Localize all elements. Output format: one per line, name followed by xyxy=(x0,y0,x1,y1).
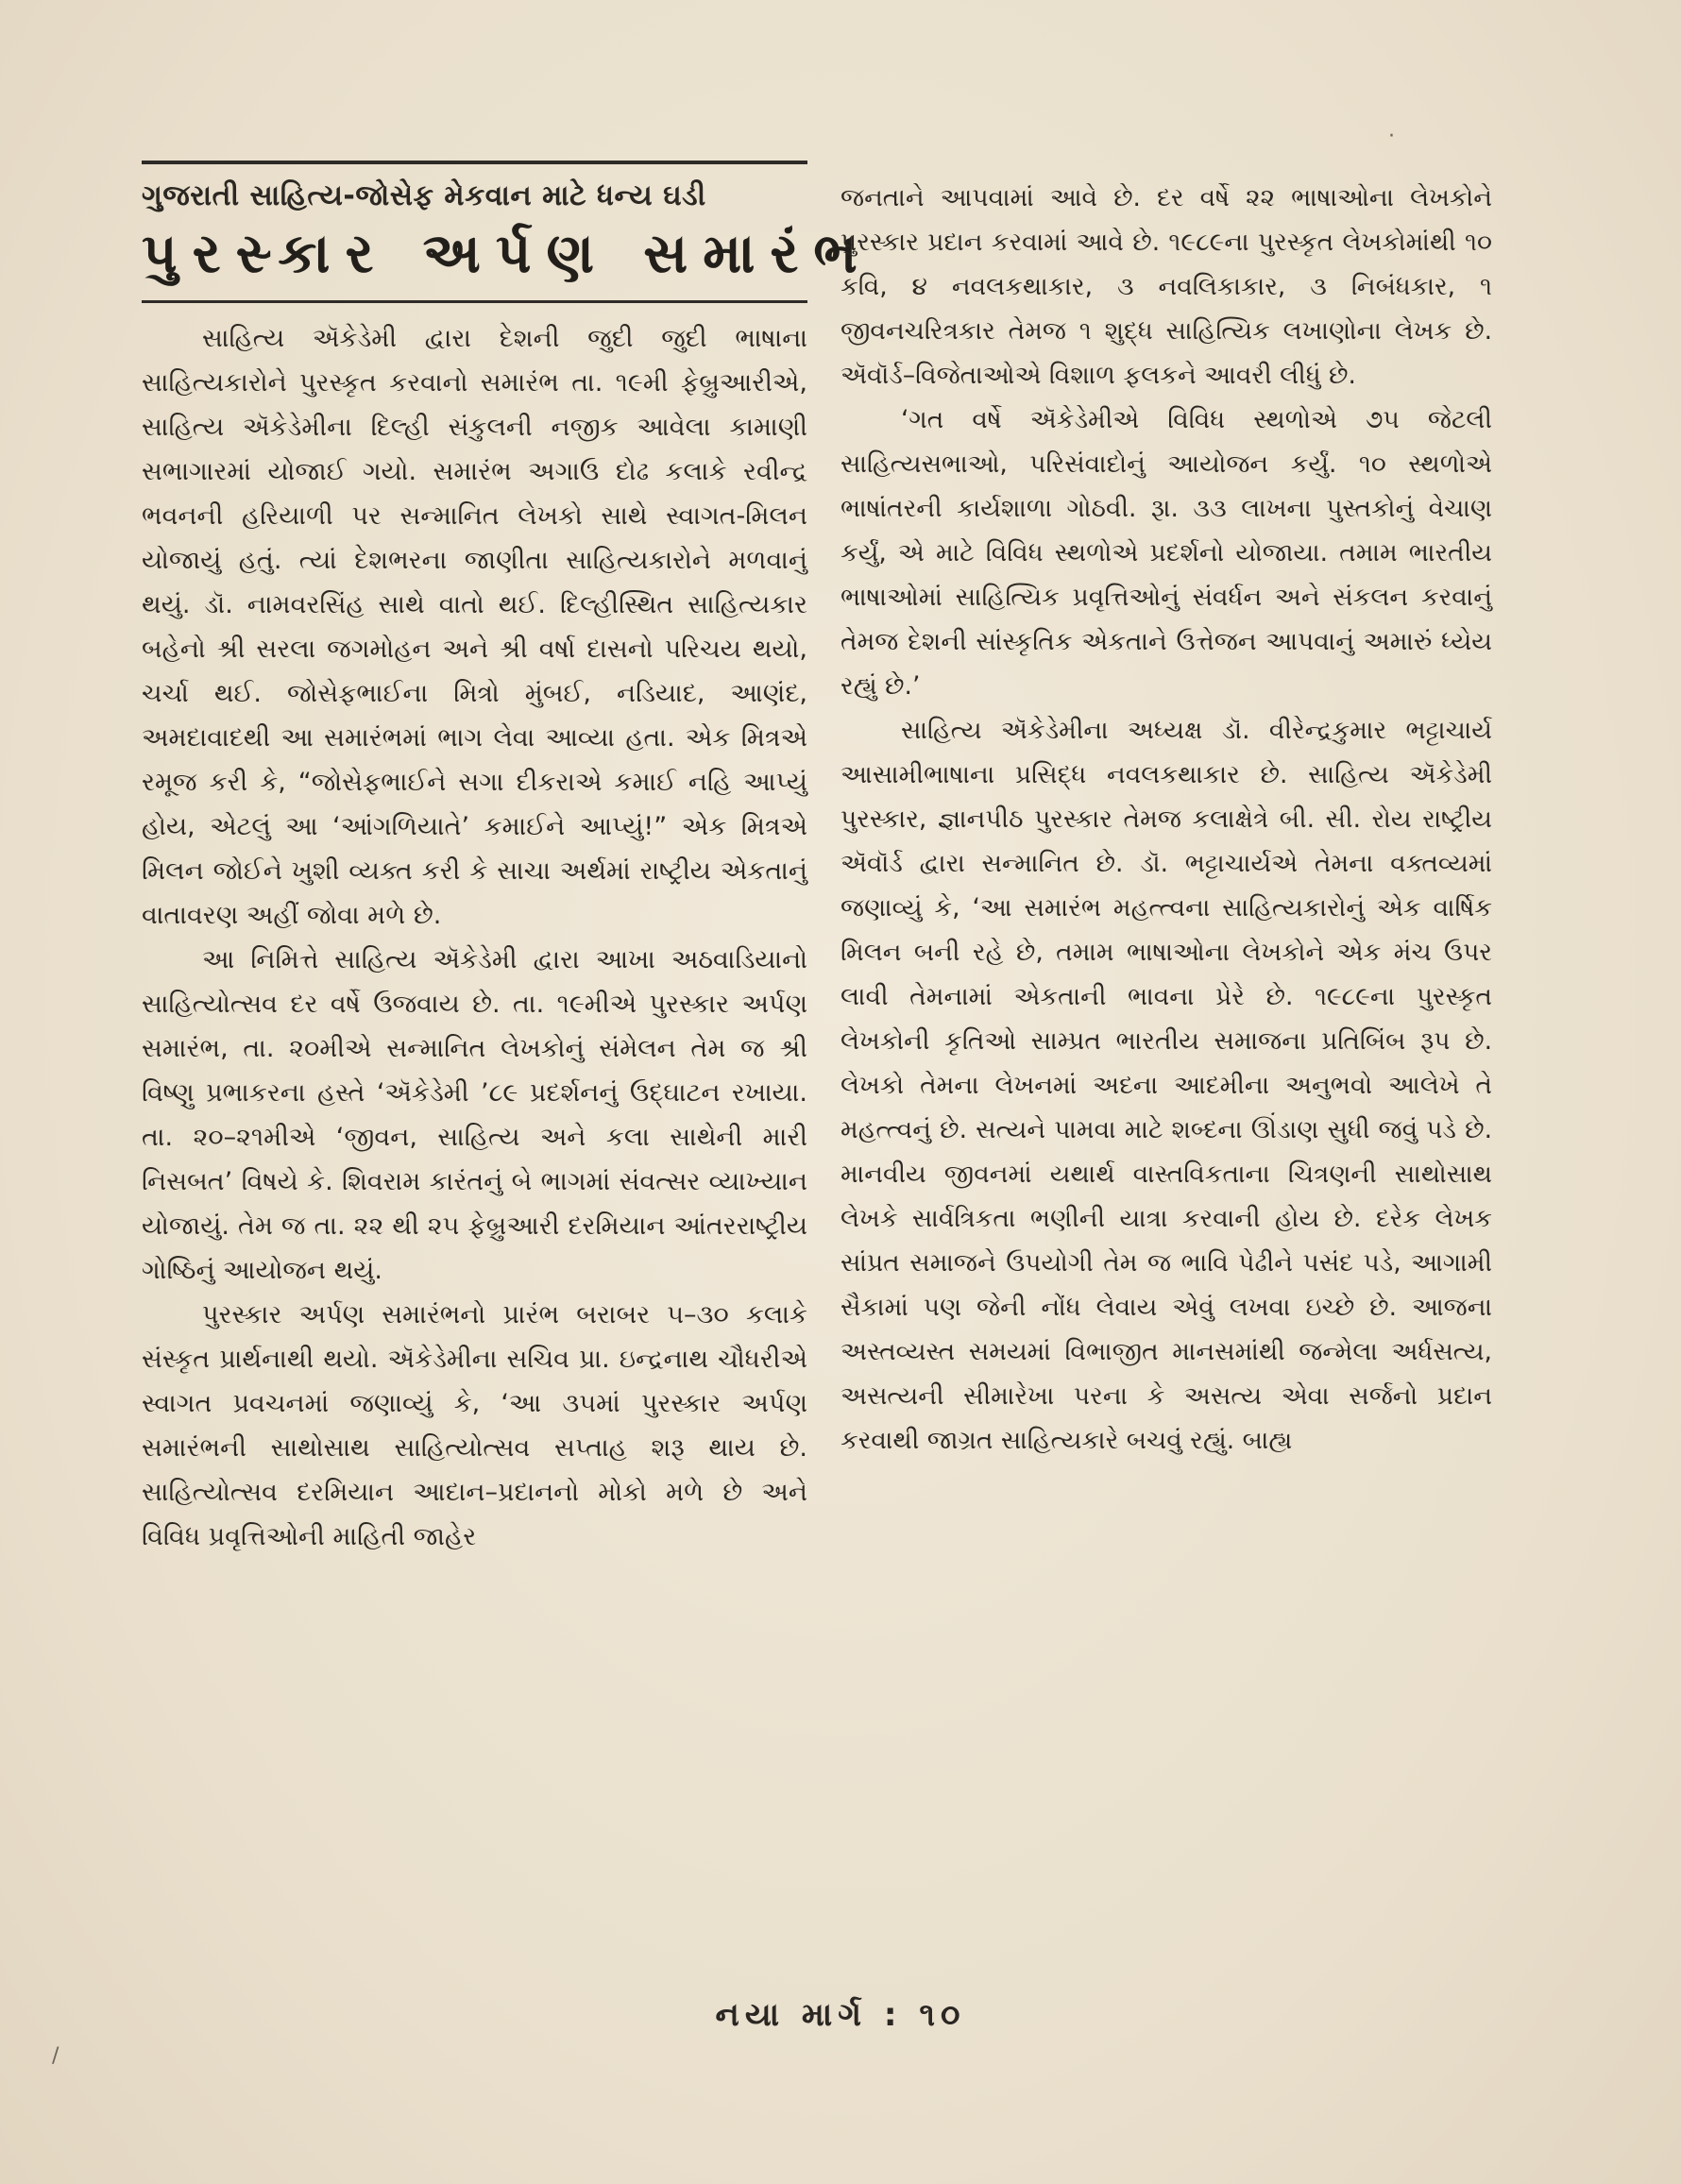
body-paragraph: જનતાને આપવામાં આવે છે. દર વર્ષે ૨૨ ભાષાઓના લેખકોને પુરસ્કાર પ્રદાન કરવામાં આવે છે. ૧૯૮૯ના પુરસ્કૃત લેખકોમાંથી ૧૦ કવિ, ૪ નવલકથાકાર, ૩ નવલિકાકાર, ૩ નિબંધકાર, ૧ જીવનચરિત્રકાર તેમજ ૧ શુદ્ધ સાહિત્યિક લખાણોના લેખક છે. ઍવૉર્ડ–વિજેતાઓએ વિશાળ ફલકને આવરી લીધું છે. xyxy=(840,183,1492,390)
article-headline: પુરસ્કાર અર્પણ સમારંભ xyxy=(142,221,873,285)
article-kicker: ગુજરાતી સાહિત્ય-જોસેફ મેકવાન માટે ધન્ય ઘડી xyxy=(142,179,706,212)
body-paragraph: આ નિમિત્તે સાહિત્ય ઍકેડેમી દ્વારા આખા અઠવાડિયાનો સાહિત્યોત્સવ દર વર્ષે ઉજવાય છે. તા. ૧૯મીએ પુરસ્કાર અર્પણ સમારંભ, તા. ૨૦મીએ સન્માનિત લેખકોનું સંમેલન તેમ જ શ્રી વિષ્ણુ પ્રભાકરના હસ્તે ‘ઍકેડેમી ’૮૯ પ્રદર્શનનું ઉદ્ઘાટન રખાયા. તા. ૨૦–૨૧મીએ ‘જીવન, સાહિત્ય અને કલા સાથેની મારી નિસબત’ વિષયે કે. શિવરામ કારંતનું બે ભાગમાં સંવત્સર વ્યાખ્યાન યોજાયું. તેમ જ તા. ૨૨ થી ૨૫ ફેબ્રુઆરી દરમિયાન આંતરરાષ્ટ્રીય ગોષ્ઠિનું આયોજન થયું. xyxy=(142,945,807,1285)
body-paragraph: સાહિત્ય ઍકેડેમીના અધ્યક્ષ ડૉ. વીરેન્દ્રકુમાર ભટ્ટાચાર્ય આસામીભાષાના પ્રસિદ્ધ નવલકથાકાર છે. સાહિત્ય ઍકેડેમી પુરસ્કાર, જ્ઞાનપીઠ પુરસ્કાર તેમજ કલાક્ષેત્રે બી. સી. રોય રાષ્ટ્રીય ઍવૉર્ડ દ્વારા સન્માનિત છે. ડૉ. ભટ્ટાચાર્યએ તેમના વક્તવ્યમાં જણાવ્યું કે, ‘આ સમારંભ મહત્ત્વના સાહિત્યકારોનું એક વાર્ષિક મિલન બની રહે છે, તમામ ભાષાઓના લેખકોને એક મંચ ઉપર લાવી તેમનામાં એકતાની ભાવના પ્રેરે છે. ૧૯૮૯ના પુરસ્કૃત લેખકોની કૃતિઓ સામ્પ્રત ભારતીય સમાજના પ્રતિબિંબ રૂપ છે. લેખકો તેમના લેખનમાં અદના આદમીના અનુભવો આલેખે તે મહત્ત્વનું છે. સત્યને પામવા માટે શબ્દના ઊંડાણ સુધી જવું પડે છે. માનવીય જીવનમાં યથાર્થ વાસ્તવિકતાના ચિત્રણની સાથોસાથ લેખકે સાર્વત્રિકતા ભણીની યાત્રા કરવાની હોય છે. દરેક લેખક સાંપ્રત સમાજને ઉપયોગી તેમ જ ભાવિ પેઢીને પસંદ પડે, આગામી સૈકામાં પણ જેની નોંધ લેવાય એવું લખવા ઇચ્છે છે. આજના અસ્તવ્યસ્ત સમયમાં વિભાજીત માનસમાંથી જન્મેલા અર્ધસત્ય, અસત્યની સીમારેખા પરના કે અસત્ય એવા સર્જનો પ્રદાન કરવાથી જાગ્રત સાહિત્યકારે બચવું રહ્યું. બાહ્ય xyxy=(840,716,1492,1455)
paper-speck: · xyxy=(1388,125,1395,148)
page-footer: નયા માર્ગ : ૧૦ xyxy=(715,1996,966,2034)
article-header xyxy=(142,161,873,303)
body-paragraph: પુરસ્કાર અર્પણ સમારંભનો પ્રારંભ બરાબર ૫–૩૦ કલાકે સંસ્કૃત પ્રાર્થનાથી થયો. ઍકેડેમીના સચિવ પ્રા. ઇન્દ્રનાથ ચૌધરીએ સ્વાગત પ્રવચનમાં જણાવ્યું કે, ‘આ ૩૫માં પુરસ્કાર અર્પણ સમારંભની સાથોસાથ સાહિત્યોત્સવ સપ્તાહ શરૂ થાય છે. સાહિત્યોત્સવ દરમિયાન આદાન–પ્રદાનનો મોકો મળે છે અને વિવિધ પ્રવૃત્તિઓની માહિતી જાહેર xyxy=(142,1300,807,1551)
left-column xyxy=(142,161,873,1559)
body-paragraph: ‘ગત વર્ષે ઍકેડેમીએ વિવિધ સ્થળોએ ૭૫ જેટલી સાહિત્યસભાઓ, પરિસંવાદોનું આયોજન કર્યું. ૧૦ સ્થળોએ ભાષાંતરની કાર્યશાળા ગોઠવી. રૂા. ૩૩ લાખના પુસ્તકોનું વેચાણ કર્યું, એ માટે વિવિધ સ્થળોએ પ્રદર્શનો યોજાયા. તમામ ભારતીય ભાષાઓમાં સાહિત્યિક પ્રવૃત્તિઓનું સંવર્ધન અને સંકલન કરવાનું તેમજ દેશની સાંસ્કૃતિક એકતાને ઉત્તેજન આપવાનું અમારું ધ્યેય રહ્યું છે.’ xyxy=(840,405,1492,701)
paper-speck: / xyxy=(52,2044,59,2068)
body-paragraph: સાહિત્ય ઍકેડેમી દ્વારા દેશની જુદી જુદી ભાષાના સાહિત્યકારોને પુરસ્કૃત કરવાનો સમારંભ તા. ૧૯મી ફેબ્રુઆરીએ, સાહિત્ય ઍકેડેમીના દિલ્હી સંકુલની નજીક આવેલા કામાણી સભાગારમાં યોજાઈ ગયો. સમારંભ અગાઉ દોઢ કલાકે રવીન્દ્ર ભવનની હરિયાળી પર સન્માનિત લેખકો સાથે સ્વાગત-મિલન યોજાયું હતું. ત્યાં દેશભરના જાણીતા સાહિત્યકારોને મળવાનું થયું. ડૉ. નામવરસિંહ સાથે વાતો થઈ. દિલ્હીસ્થિત સાહિત્યકાર બહેનો શ્રી સરલા જગમોહન અને શ્રી વર્ષા દાસનો પરિચય થયો, ચર્ચા થઈ. જોસેફભાઈના મિત્રો મુંબઈ, નડિયાદ, આણંદ, અમદાવાદથી આ સમારંભમાં ભાગ લેવા આવ્યા હતા. એક મિત્રએ રમૂજ કરી કે, “જોસેફભાઈને સગા દીકરાએ કમાઈ નહિ આપ્યું હોય, એટલું આ ‘આંગળિયાતે’ કમાઈને આપ્યું!” એક મિત્રએ મિલન જોઈને ખુશી વ્યક્ત કરી કે સાચા અર્થમાં રાષ્ટ્રીય એકતાનું વાતાવરણ અહીં જોવા મળે છે. xyxy=(142,324,807,930)
right-column xyxy=(840,176,1492,1463)
